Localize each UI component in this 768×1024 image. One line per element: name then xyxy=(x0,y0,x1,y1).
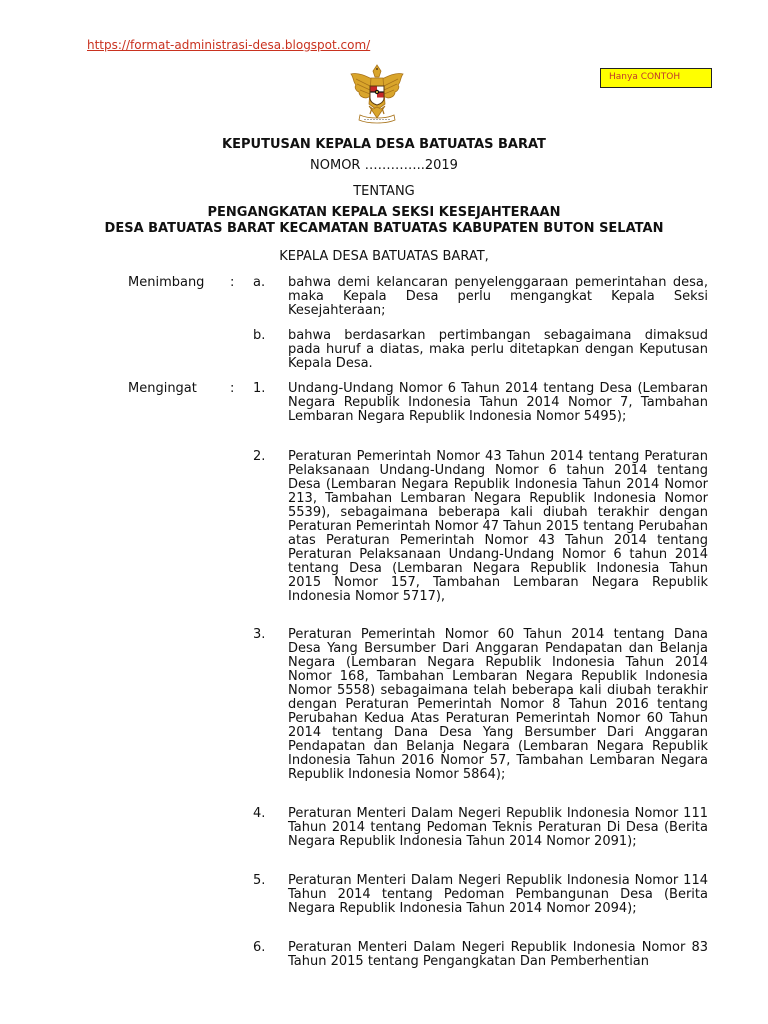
mengingat-item-text: Peraturan Pemerintah Nomor 43 Tahun 2014 tentang Peraturan Pelaksanaan Undang-Undang Nomor 6 tahun 2014 tentang Desa (Lembaran Negara Republik Indonesia Tahun 2014 Nomor 213, Tambahan Lembaran Negara Republik Indonesia Nomor 5539), sebagaimana beberapa kali diubah terakhir dengan Peraturan Pemerintah Nomor 47 Tahun 2015 tentang Perubahan atas Peraturan Pemerintah Nomor 43 Tahun 2014 tentang Peraturan Pelaksanaan Undang-Undang Nomor 6 tahun 2014 tentang Desa (Lembaran Negara Republik Indonesia Tahun 2015 Nomor 157, Tambahan Lembaran Negara Republik Indonesia Nomor 5717), xyxy=(288,449,708,604)
menimbang-colon: : xyxy=(230,275,235,290)
menimbang-label: Menimbang xyxy=(128,275,205,290)
menimbang-item-marker: b. xyxy=(253,328,266,343)
sample-only-label: Hanya CONTOH xyxy=(609,72,681,82)
source-url-link[interactable]: https://format-administrasi-desa.blogspot.com/ xyxy=(87,38,371,52)
mengingat-item-text: Undang-Undang Nomor 6 Tahun 2014 tentang Desa (Lembaran Negara Republik Indonesia Tahun 2014 Nomor 7, Tambahan Lembaran Negara Republik Indonesia Nomor 5495); xyxy=(288,381,708,424)
mengingat-item-marker: 4. xyxy=(253,806,266,821)
mengingat-item-marker: 6. xyxy=(253,940,266,955)
mengingat-item-marker: 2. xyxy=(253,449,266,464)
mengingat-colon: : xyxy=(230,381,235,396)
menimbang-item-text: bahwa demi kelancaran penyelenggaraan pemerintahan desa, maka Kepala Desa perlu mengangkat Kepala Seksi Kesejahteraan; xyxy=(288,275,708,318)
mengingat-item-text: Peraturan Menteri Dalam Negeri Republik Indonesia Nomor 114 Tahun 2014 tentang Pedoman Pembangunan Desa (Berita Negara Republik Indonesia Tahun 2014 Nomor 2094); xyxy=(288,873,708,916)
menimbang-item-text: bahwa berdasarkan pertimbangan sebagaimana dimaksud pada huruf a diatas, maka perlu ditetapkan dengan Keputusan Kepala Desa. xyxy=(288,328,708,371)
mengingat-label: Mengingat xyxy=(128,381,197,396)
mengingat-item-text: Peraturan Menteri Dalam Negeri Republik Indonesia Nomor 83 Tahun 2015 tentang Pengangkatan Dan Pemberhentian xyxy=(288,940,708,969)
decree-about: TENTANG xyxy=(353,184,415,199)
decree-subject-line-1: PENGANGKATAN KEPALA SEKSI KESEJAHTERAAN xyxy=(207,205,561,220)
decree-number: NOMOR …………..2019 xyxy=(310,158,458,173)
sample-only-badge xyxy=(600,68,712,88)
mengingat-item-marker: 5. xyxy=(253,873,266,888)
mengingat-item-text: Peraturan Menteri Dalam Negeri Republik Indonesia Nomor 111 Tahun 2014 tentang Pedoman Teknis Peraturan Di Desa (Berita Negara Republik Indonesia Tahun 2014 Nomor 2091); xyxy=(288,806,708,849)
menimbang-item-marker: a. xyxy=(253,275,266,290)
mengingat-item-marker: 3. xyxy=(253,627,266,642)
decree-subject-line-2: DESA BATUATAS BARAT KECAMATAN BATUATAS KABUPATEN BUTON SELATAN xyxy=(104,221,664,236)
mengingat-item-text: Peraturan Pemerintah Nomor 60 Tahun 2014 tentang Dana Desa Yang Bersumber Dari Anggaran Pendapatan dan Belanja Negara (Lembaran Negara Republik Indonesia Tahun 2014 Nomor 168, Tambahan Lembaran Negara Republik Indonesia Nomor 5558) sebagaimana telah beberapa kali diubah terakhir dengan Peraturan Pemerintah Nomor 8 Tahun 2016 tentang Perubahan Kedua Atas Peraturan Pemerintah Nomor 60 Tahun 2014 tentang Dana Desa Yang Bersumber Dari Anggaran Pendapatan dan Belanja Negara (Lembaran Negara Republik Indonesia Tahun 2016 Nomor 57, Tambahan Lembaran Negara Republik Indonesia Nomor 5864); xyxy=(288,627,708,782)
decree-issuer: KEPALA DESA BATUATAS BARAT, xyxy=(279,249,489,264)
garuda-pancasila-emblem-icon xyxy=(348,62,406,126)
mengingat-item-marker: 1. xyxy=(253,381,266,396)
decree-title: KEPUTUSAN KEPALA DESA BATUATAS BARAT xyxy=(222,137,546,152)
